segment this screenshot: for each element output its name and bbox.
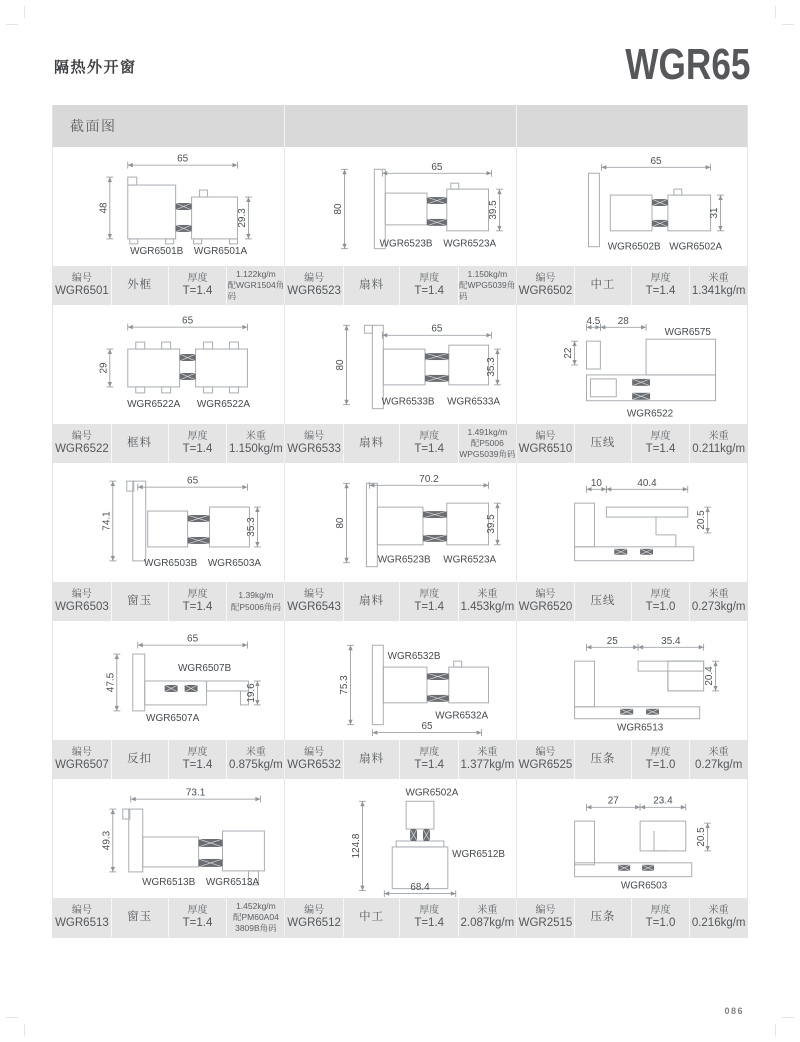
profile-drawing-cell [516,305,747,424]
spec-id-cell [53,424,111,463]
spec-thickness-value: T=1.4 [645,284,676,297]
spec-row [516,898,747,937]
spec-name-cell [111,582,168,621]
spec-thickness-cell [631,266,690,305]
spec-weight-cell [458,582,516,621]
spec-id-cell [285,740,343,779]
spec-weight-cell [458,740,516,779]
spec-thickness-header: 厚度 [419,588,440,600]
dimension-text: 48 [98,202,110,214]
spec-id-header: 编号 [535,430,556,442]
spec-weight-value: 1.341kg/m [691,284,746,297]
spec-id-cell [53,266,111,305]
spec-row [53,898,284,937]
part-label: WGR6507B [177,663,232,675]
spec-id-value: WGR6525 [518,758,573,771]
profile-drawing [517,621,747,740]
spec-row [53,740,284,779]
dimension-text: 23.4 [652,795,673,807]
spec-name-cell [574,424,630,463]
spec-thickness-cell [168,582,227,621]
part-label: WGR6533A [447,396,501,408]
spec-weight-line: 1.150kg/m [467,268,508,279]
dimension-text: 65 [182,315,194,327]
crop-mark [6,1017,18,1018]
spec-thickness-cell [399,424,458,463]
profile-drawing-cell [53,147,284,266]
spec-name-value: 窗玉 [127,910,153,923]
dimension-text: 65 [431,161,443,173]
profile-grid [53,147,747,937]
spec-thickness-cell [399,898,458,937]
spec-thickness-header: 厚度 [650,430,671,442]
spec-id-value: WGR6522 [55,442,109,455]
spec-id-header: 编号 [71,904,92,916]
spec-thickness-header: 厚度 [419,904,440,916]
part-label: WGR6502A [405,787,459,799]
profile-drawing [53,147,284,266]
spec-thickness-header: 厚度 [650,588,671,600]
spec-name-cell [111,266,168,305]
spec-id-cell [285,582,343,621]
spec-weight-header: 米重 [477,904,498,916]
spec-id-value: WGR6503 [55,600,109,613]
spec-weight-line: 配WPG5039角码 [459,279,516,302]
spec-id-value: WGR6532 [287,758,341,771]
profile-drawing [517,147,747,266]
spec-id-value: WGR2515 [518,916,573,929]
spec-thickness-cell [399,266,458,305]
spec-weight-header: 米重 [477,746,498,758]
dimension-text: 29.3 [236,208,248,228]
spec-name-value: 扇料 [359,278,385,291]
spec-thickness-value: T=1.4 [414,758,445,771]
spec-name-value: 反扣 [127,752,153,765]
dimension-text: 80 [335,517,347,529]
spec-name-value: 扇料 [359,594,385,607]
spec-id-cell [53,740,111,779]
spec-name-cell [343,898,399,937]
spec-name-value: 中工 [359,910,385,923]
spec-id-cell [517,582,575,621]
spec-thickness-cell [631,424,690,463]
profile-drawing-cell [516,463,747,582]
profile-drawing-cell [284,621,515,740]
profile-drawing-cell [284,463,515,582]
profile-drawing [517,779,747,898]
profile-drawing [285,305,515,424]
spec-name-value: 压线 [590,436,616,449]
profile-drawing [53,621,284,740]
spec-row [53,582,284,621]
profile-drawing-cell [53,305,284,424]
part-label: WGR6501B [130,245,184,257]
spec-weight-value: 0.211kg/m [692,442,746,455]
spec-name-value: 压条 [590,752,616,765]
profile-drawing-cell [284,305,515,424]
spec-id-value: WGR6501 [55,284,109,297]
dimension-text: 4.5 [586,315,600,327]
dimension-text: 65 [650,155,662,167]
profile-drawing [285,147,515,266]
spec-name-cell [111,740,168,779]
dimension-text: 35.3 [486,357,498,377]
spec-weight-value: 1.453kg/m [460,600,515,613]
part-label: WGR6503B [144,557,198,569]
dimension-text: 29 [98,362,110,374]
dimension-text: 10 [590,477,602,489]
spec-thickness-header: 厚度 [187,746,208,758]
part-label: WGR6512B [452,848,506,860]
spec-weight-cell [226,898,284,937]
spec-weight-line: 配P5006角码 [230,601,281,612]
spec-weight-cell [226,740,284,779]
spec-row [284,582,515,621]
spec-weight-line: 3809B角码 [235,923,277,934]
spec-weight-header: 米重 [708,272,729,284]
spec-name-cell [343,582,399,621]
spec-thickness-header: 厚度 [650,272,671,284]
crop-mark [782,1017,794,1018]
profile-drawing [517,305,747,424]
spec-name-value: 扇料 [359,436,385,449]
profile-drawing-cell [53,621,284,740]
spec-weight-value: 0.875kg/m [229,758,283,771]
spec-thickness-cell [399,740,458,779]
crop-mark [6,24,18,25]
part-label: WGR6523B [380,238,433,250]
spec-thickness-value: T=1.4 [414,284,445,297]
crop-mark [775,6,776,18]
part-label: WGR6522A [196,398,251,410]
part-label: WGR6533B [382,396,435,408]
page-number: 086 [724,1006,744,1016]
spec-id-header: 编号 [71,746,92,758]
spec-id-header: 编号 [535,746,556,758]
table-header-col3 [516,105,747,147]
spec-weight-value: 0.216kg/m [691,916,746,929]
series-code: WGR65 [624,40,750,89]
spec-weight-cell [226,424,284,463]
part-label: WGR6523A [443,238,497,250]
dimension-text: 124.8 [351,833,363,859]
dimension-text: 65 [187,475,199,487]
spec-row [516,424,747,463]
profile-drawing-cell [53,779,284,898]
spec-id-cell [285,266,343,305]
spec-weight-header: 米重 [245,430,266,442]
profile-drawing [285,621,515,740]
profile-drawing [53,779,284,898]
spec-id-value: WGR6520 [518,600,573,613]
dimension-text: 35.4 [660,635,681,647]
spec-name-cell [111,424,168,463]
part-label: WGR6522A [127,398,181,410]
crop-mark [24,1024,25,1036]
spec-id-cell [517,898,575,937]
profile-drawing-cell [516,147,747,266]
spec-id-header: 编号 [304,588,325,600]
spec-thickness-cell [168,898,227,937]
table-header-section-label: 截面图 [70,118,117,134]
spec-weight-line: 1.39kg/m [238,590,274,601]
spec-thickness-header: 厚度 [187,272,208,284]
spec-name-value: 压线 [590,594,616,607]
spec-weight-cell [689,424,747,463]
part-label: WGR6522 [626,408,673,420]
dimension-text: 40.4 [637,477,657,489]
spec-id-value: WGR6513 [55,916,109,929]
spec-id-header: 编号 [304,746,325,758]
spec-weight-value: 1.377kg/m [460,758,515,771]
spec-thickness-header: 厚度 [419,272,440,284]
spec-thickness-header: 厚度 [187,430,208,442]
dimension-text: 65 [177,153,189,165]
spec-thickness-value: T=1.4 [182,442,213,455]
crop-mark [782,24,794,25]
dimension-text: 25 [606,635,618,647]
spec-thickness-header: 厚度 [650,904,671,916]
spec-thickness-cell [631,898,690,937]
spec-thickness-value: T=1.4 [182,758,213,771]
spec-thickness-value: T=1.4 [182,916,213,929]
spec-id-cell [285,898,343,937]
part-label: WGR6523A [443,554,497,566]
spec-row [284,898,515,937]
spec-name-cell [574,898,630,937]
part-label: WGR6575 [664,327,711,339]
spec-weight-cell [458,898,516,937]
profile-drawing-cell [53,463,284,582]
part-label: WGR6513B [142,876,196,888]
spec-id-header: 编号 [304,272,325,284]
profile-drawing-cell [516,779,747,898]
dimension-text: 39.5 [486,514,498,534]
spec-weight-header: 米重 [708,588,729,600]
part-label: WGR6513A [205,876,260,888]
part-label: WGR6513 [616,722,663,734]
spec-weight-value: 1.150kg/m [229,442,283,455]
dimension-text: 27 [607,795,619,807]
spec-weight-cell [689,266,747,305]
spec-weight-cell [226,582,284,621]
dimension-text: 80 [335,359,347,371]
spec-id-header: 编号 [535,272,556,284]
spec-id-cell [53,898,111,937]
table-header-col2 [284,105,515,147]
dimension-text: 73.1 [185,787,206,799]
spec-name-value: 压条 [590,910,616,923]
part-label: WGR6503 [620,880,667,892]
page-title: 隔热外开窗 [54,59,137,76]
spec-name-value: 外框 [127,278,153,291]
spec-thickness-header: 厚度 [419,746,440,758]
dimension-text: 65 [187,633,199,645]
profile-drawing [285,779,515,898]
spec-weight-value: 0.273kg/m [691,600,746,613]
part-label: WGR6532B [387,651,441,663]
spec-weight-cell [226,266,284,305]
spec-thickness-header: 厚度 [187,588,208,600]
spec-name-value: 窗玉 [127,594,153,607]
dimension-text: 70.2 [419,473,439,485]
spec-row [284,266,515,305]
spec-row [516,582,747,621]
spec-thickness-cell [631,740,690,779]
spec-thickness-header: 厚度 [187,904,208,916]
spec-id-value: WGR6510 [518,442,573,455]
spec-weight-line: WPG5039角码 [459,449,516,460]
dimension-text: 28 [617,315,629,327]
part-label: WGR6523B [378,554,431,566]
spec-weight-line: 配WGR1504角码 [227,279,285,302]
spec-row [53,424,284,463]
spec-thickness-value: T=1.0 [645,758,676,771]
spec-weight-cell [689,582,747,621]
spec-id-cell [285,424,343,463]
part-label: WGR6507A [146,712,200,724]
spec-id-value: WGR6507 [55,758,109,771]
dimension-text: 65 [431,323,443,335]
spec-thickness-cell [631,582,690,621]
spec-id-value: WGR6523 [287,284,341,297]
spec-row [516,740,747,779]
spec-thickness-value: T=1.4 [645,442,676,455]
dimension-text: 20.5 [695,827,707,847]
spec-id-header: 编号 [71,588,92,600]
crop-mark [775,1024,776,1036]
dimension-text: 74.1 [101,511,113,531]
dimension-text: 35.3 [245,517,257,537]
spec-thickness-cell [168,740,227,779]
spec-weight-line: 配PM60A04 [232,911,279,922]
spec-name-cell [574,266,630,305]
spec-weight-header: 米重 [708,746,729,758]
spec-thickness-value: T=1.4 [414,442,445,455]
profile-drawing-cell [284,779,515,898]
part-label: WGR6503A [207,557,262,569]
spec-weight-line: 1.452kg/m [236,900,276,911]
dimension-text: 22 [562,347,574,359]
spec-weight-header: 米重 [708,904,729,916]
profile-drawing-cell [284,147,515,266]
spec-name-cell [111,898,168,937]
spec-thickness-header: 厚度 [650,746,671,758]
spec-id-header: 编号 [71,430,92,442]
profile-drawing [285,463,515,582]
spec-name-cell [574,740,630,779]
spec-id-cell [517,266,575,305]
spec-weight-header: 米重 [708,430,729,442]
spec-weight-cell [458,424,516,463]
part-label: WGR6502B [607,241,661,253]
dimension-text: 20.5 [695,510,707,530]
dimension-text: 39.5 [488,200,500,220]
dimension-text: 49.3 [101,830,113,851]
dimension-text: 75.3 [339,675,351,695]
part-label: WGR6532A [435,710,489,722]
spec-id-header: 编号 [71,272,92,284]
spec-weight-cell [458,266,516,305]
spec-thickness-cell [399,582,458,621]
spec-weight-cell [689,898,747,937]
spec-id-value: WGR6502 [518,284,573,297]
spec-weight-value: 2.087kg/m [460,916,515,929]
spec-name-cell [343,740,399,779]
spec-thickness-value: T=1.4 [414,600,445,613]
part-label: WGR6501A [193,245,248,257]
spec-thickness-cell [168,266,227,305]
part-label: WGR6502A [668,241,722,253]
spec-row [516,266,747,305]
spec-id-cell [517,740,575,779]
dimension-text: 47.5 [105,672,117,693]
spec-row [284,424,515,463]
spec-id-cell [53,582,111,621]
spec-thickness-value: T=1.4 [182,284,213,297]
spec-thickness-value: T=1.0 [645,916,676,929]
profile-table [52,105,748,938]
spec-thickness-header: 厚度 [419,430,440,442]
spec-name-value: 中工 [590,278,616,291]
spec-name-value: 框料 [127,436,153,449]
spec-id-value: WGR6543 [287,600,341,613]
spec-thickness-cell [168,424,227,463]
spec-name-value: 扇料 [359,752,385,765]
spec-name-cell [343,266,399,305]
spec-weight-line: 1.491kg/m [467,426,508,437]
spec-weight-line: 配P5006 [470,437,504,448]
table-header-row [53,105,747,147]
spec-row [53,266,284,305]
spec-weight-cell [689,740,747,779]
profile-drawing [53,463,284,582]
spec-id-cell [517,424,575,463]
spec-name-cell [343,424,399,463]
spec-thickness-value: T=1.4 [182,600,213,613]
dimension-text: 19.6 [245,683,257,703]
dimension-text: 80 [333,203,345,215]
spec-weight-header: 米重 [245,746,266,758]
dimension-text: 31 [708,207,720,219]
spec-id-header: 编号 [304,430,325,442]
crop-mark [24,6,25,18]
spec-weight-line: 1.122kg/m [236,268,276,279]
profile-drawing [517,463,747,582]
profile-drawing-cell [516,621,747,740]
spec-id-value: WGR6512 [287,916,341,929]
spec-id-header: 编号 [535,904,556,916]
dimension-text: 68.4 [410,882,430,894]
spec-id-header: 编号 [535,588,556,600]
dimension-text: 20.4 [703,666,715,686]
profile-drawing [53,305,284,424]
spec-id-header: 编号 [304,904,325,916]
spec-thickness-value: T=1.0 [645,600,676,613]
spec-name-cell [574,582,630,621]
spec-weight-value: 0.27kg/m [695,758,743,771]
spec-row [284,740,515,779]
spec-weight-header: 米重 [477,588,498,600]
spec-thickness-value: T=1.4 [414,916,445,929]
spec-id-value: WGR6533 [287,442,341,455]
dimension-text: 65 [421,721,433,733]
